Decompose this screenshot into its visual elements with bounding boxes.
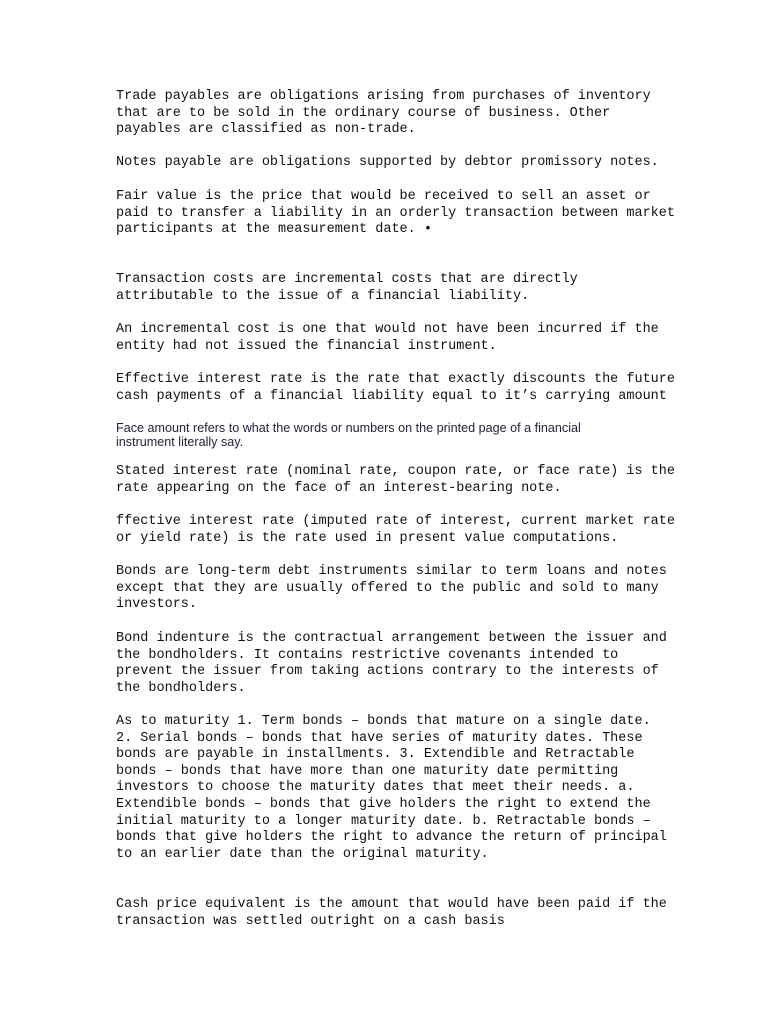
paragraph-face-amount: Face amount refers to what the words or numbers on the printed page of a financial instrument literally say.	[116, 421, 581, 449]
paragraph-fair-value: Fair value is the price that would be received to sell an asset or paid to transfer a liability in an orderly transaction between market participants at the measurement date. •	[116, 189, 675, 238]
paragraph-trade-payables: Trade payables are obligations arising from purchases of inventory that are to be sold in the ordinary course of business. Other payables are classified as non-trade.	[116, 89, 651, 138]
paragraph-transaction-costs: Transaction costs are incremental costs that are directly attributable to the issue of a financial liability.	[116, 272, 578, 304]
paragraph-imputed-interest-rate: ffective interest rate (imputed rate of interest, current market rate or yield rate) is the rate used in present value computations.	[116, 514, 675, 546]
paragraph-cash-price-equivalent: Cash price equivalent is the amount that would have been paid if the transaction was settled outright on a cash basis	[116, 897, 667, 929]
paragraph-bonds: Bonds are long-term debt instruments similar to term loans and notes except that they are usually offered to the public and sold to many investors.	[116, 564, 667, 613]
paragraph-effective-interest-rate: Effective interest rate is the rate that exactly discounts the future cash payments of a financial liability equal to it’s carrying amount	[116, 372, 675, 404]
paragraph-bond-indenture: Bond indenture is the contractual arrangement between the issuer and the bondholders. It contains restrictive covenants intended to prevent the issuer from taking actions contrary to the interests of the bondholders.	[116, 631, 667, 696]
paragraph-bond-maturity: As to maturity 1. Term bonds – bonds that mature on a single date. 2. Serial bonds – bonds that have series of maturity dates. These bonds are payable in installments. 3. Extendible and Retractable bonds – bonds that have more than one maturity date permitting investors to choose the maturity dates that meet their needs. a. Extendible bonds – bonds that give holders the right to extend the initial maturity to a longer maturity date. b. Retractable bonds – bonds that give holders the right to advance the return of principal to an earlier date than the original maturity.	[116, 714, 667, 862]
paragraph-notes-payable: Notes payable are obligations supported by debtor promissory notes.	[116, 155, 659, 170]
paragraph-stated-interest-rate: Stated interest rate (nominal rate, coupon rate, or face rate) is the rate appearing on the face of an interest-bearing note.	[116, 464, 675, 496]
paragraph-incremental-cost: An incremental cost is one that would not have been incurred if the entity had not issued the financial instrument.	[116, 322, 659, 354]
